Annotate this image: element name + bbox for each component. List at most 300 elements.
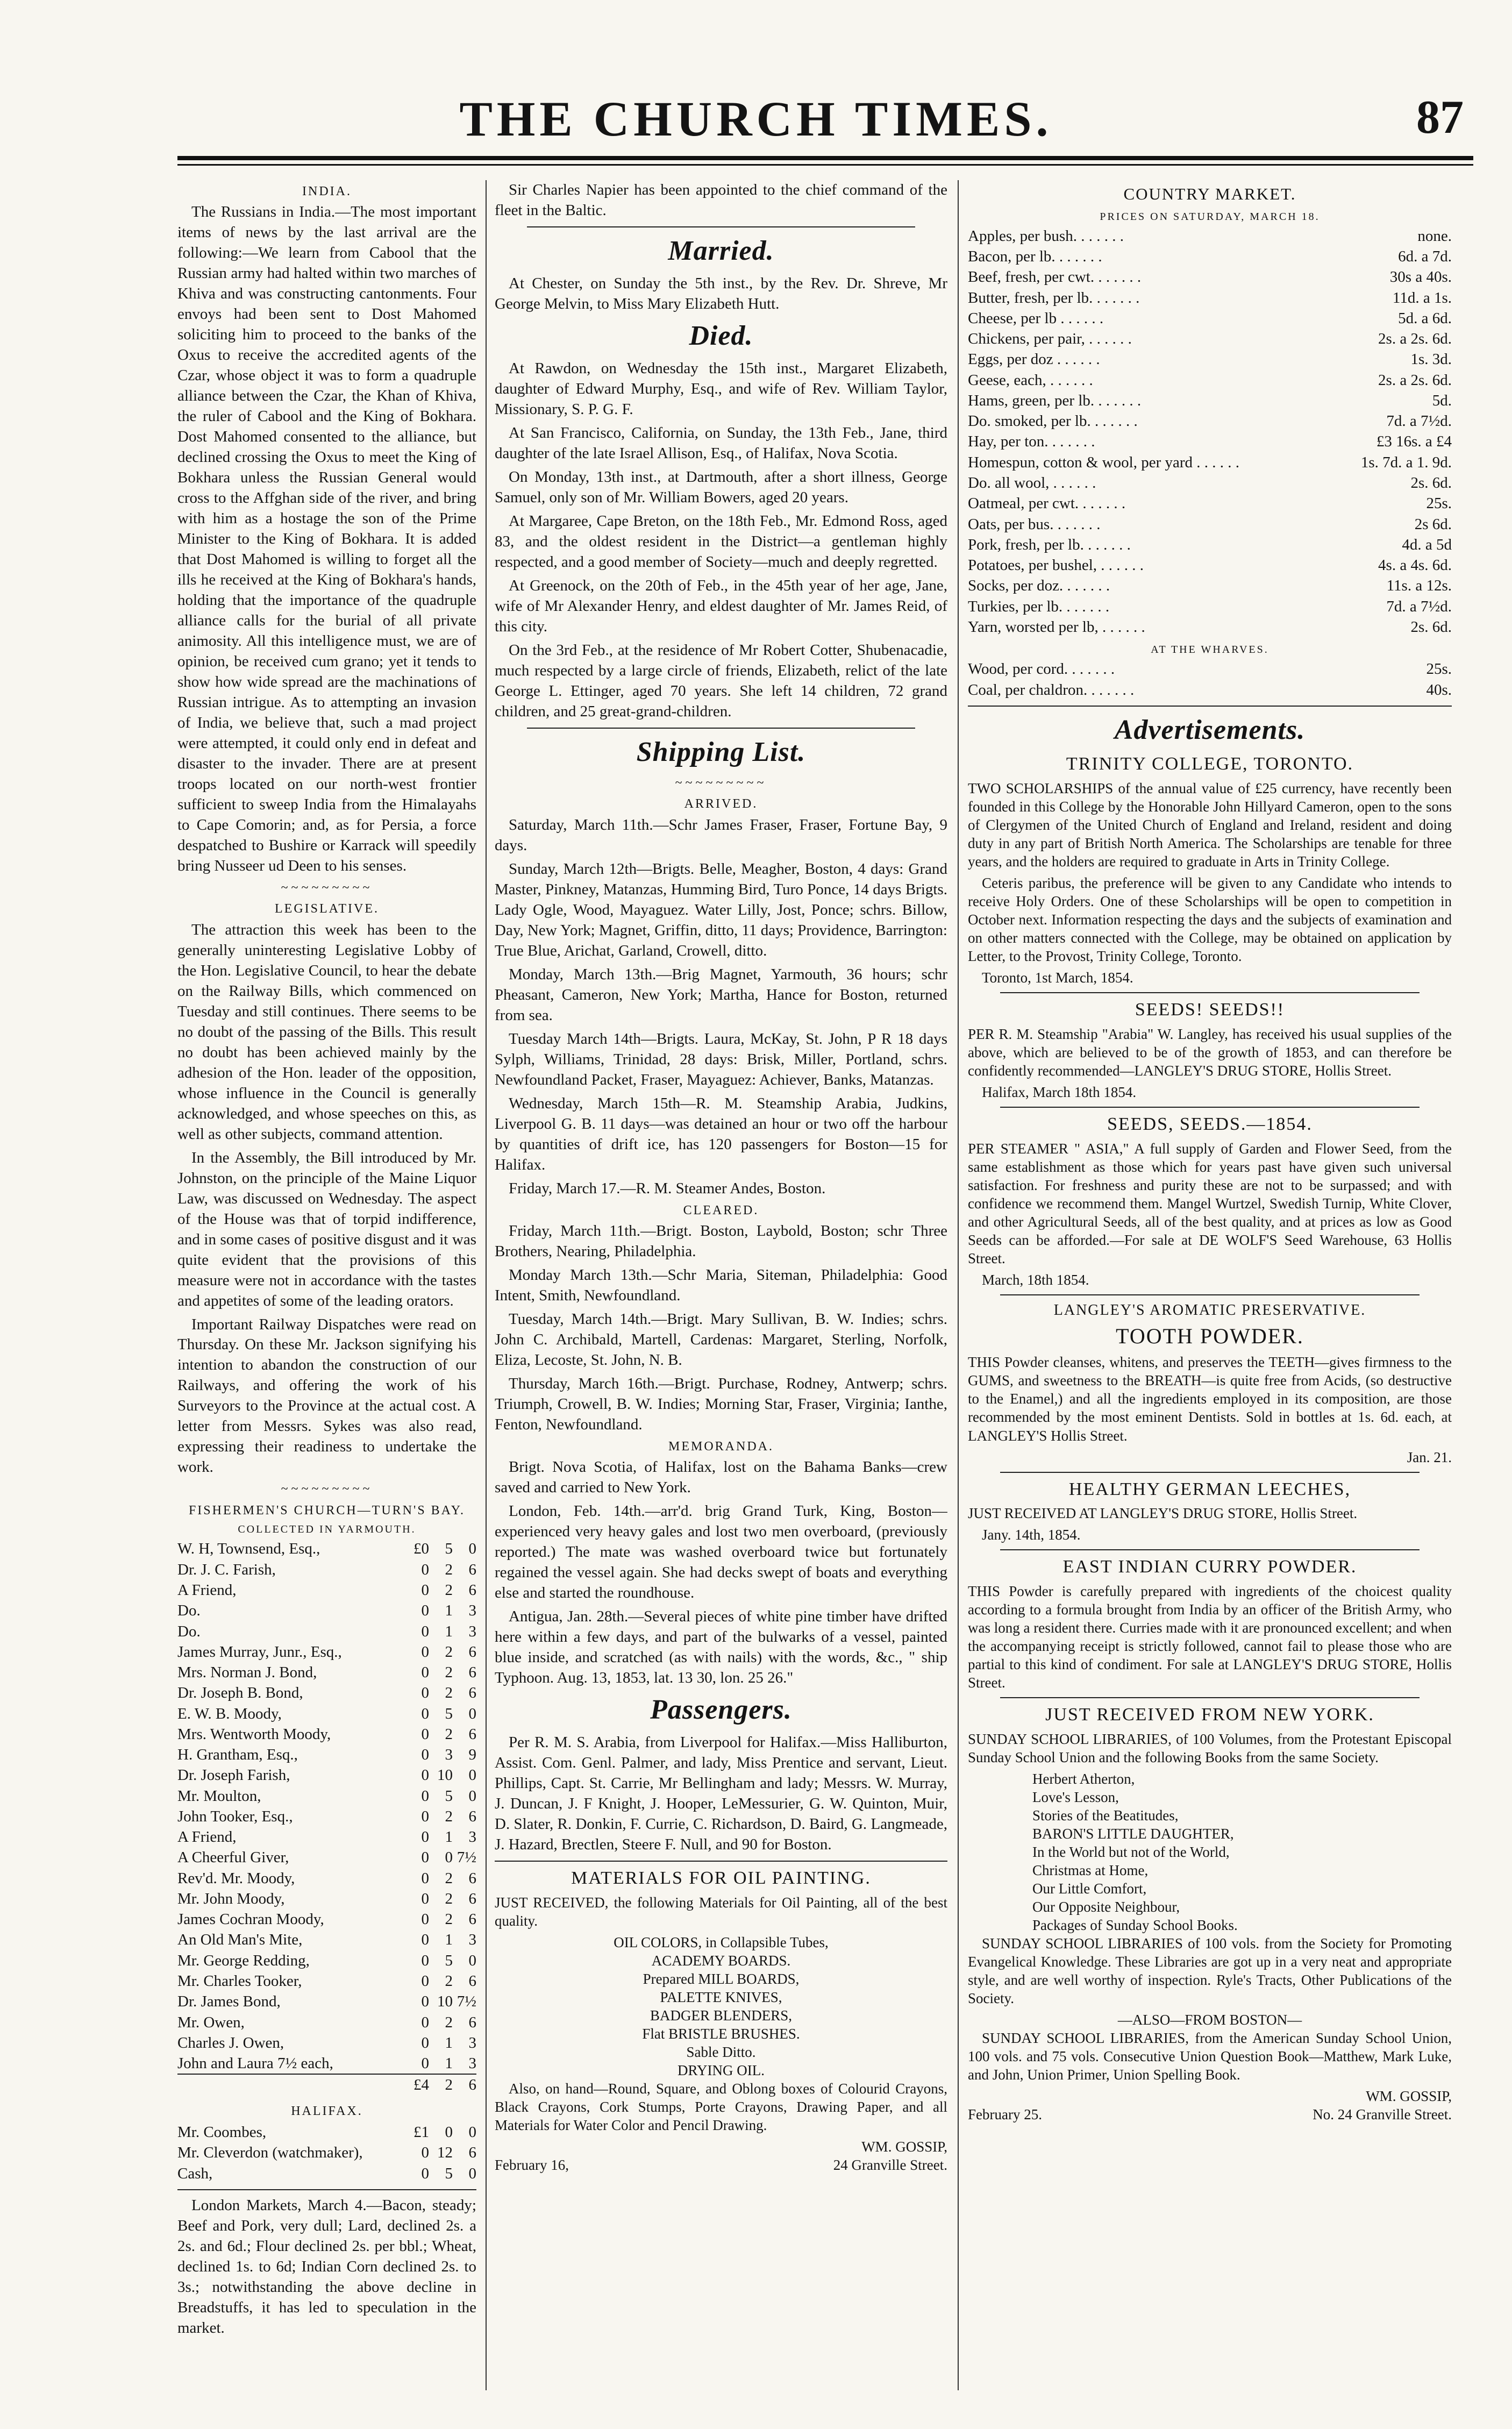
divider [968,706,1452,707]
book-title: Our Little Comfort, [1032,1880,1147,1897]
fund-table [177,1538,476,2095]
subscriber-name: Mr. Cleverdon (watchmaker), [177,2144,363,2162]
subscription-row [177,1827,476,1847]
amount-cell: 3 [468,2055,476,2072]
price-item: Hay, per ton. . . . . . . [968,433,1095,451]
cleared-heading: CLEARED. [683,1203,759,1217]
amount-cell: 0 [468,1766,476,1784]
subscription-row [177,1786,476,1806]
price-value: 7d. a 7½d. [1386,597,1452,615]
subscriber-name: Dr. J. C. Farish, [177,1561,276,1578]
price-value: none. [1417,227,1452,245]
subscriber-name: W. H, Townsend, Esq., [177,1540,320,1558]
amount-cell: 0 [421,2034,429,2052]
amount-cell: 0 [421,1849,429,1867]
price-row [968,473,1452,493]
subscription-row [177,1950,476,1971]
subscriber-name: Mr. Charles Tooker, [177,1972,302,1990]
seeds-1854-title: SEEDS, SEEDS.—1854. [1107,1114,1313,1134]
price-row [968,226,1452,246]
new-york-books-footer [968,2105,1452,2124]
married-notice: At Chester, on Sunday the 5th inst., by the Rev. Dr. Shreve, Mr George Melvin, to Miss Mary Elizabeth Hutt. [495,275,947,313]
price-value: 5d. [1432,391,1452,409]
amount-cell: 1 [445,2055,453,2072]
amount-cell: 5 [445,1951,453,1969]
amount-cell: 2 [445,1664,453,1682]
amount-cell: 12 [437,2144,453,2162]
divider [527,226,915,227]
amount-cell: 3 [445,1746,453,1764]
amount-cell: 0 [421,2055,429,2072]
divider [177,2189,476,2190]
subscriber-name: Rev'd. Mr. Moody, [177,1869,295,1887]
price-value: £3 16s. a £4 [1376,433,1452,451]
amount-cell: 5 [445,1705,453,1722]
book-title: Stories of the Beatitudes, [1032,1807,1179,1824]
amount-cell: 1 [445,1602,453,1620]
oil-painting-also: Also, on hand—Round, Square, and Oblong boxes of Colourid Crayons, Black Crayons, Cork Stumps, Porte Crayons, Drawing Paper, and all Materials for Water Color and Pencil Drawing. [495,2081,947,2134]
price-row [968,431,1452,452]
leeches-title: HEALTHY GERMAN LEECHES, [1068,1479,1351,1499]
amount-cell: 3 [468,1602,476,1620]
new-york-books-title: JUST RECEIVED FROM NEW YORK. [1045,1705,1374,1725]
price-row [968,390,1452,411]
oil-painting-footer [495,2156,947,2174]
amount-cell: 0 [421,1787,429,1805]
oil-painting-address: 24 Granville Street. [833,2157,947,2174]
amount-cell: 2 [445,1725,453,1743]
arrival-entry: Saturday, March 11th.—Schr James Fraser, Fraser, Fortune Bay, 9 days. [495,816,947,854]
london-markets-paragraph: London Markets, March 4.—Bacon, steady; Beef and Pork, very dull; Lard, declined 2s. a 2s. and 6d.; Flour declined 2s. per bbl.; Wheat, declined 1s. to 6d; Indian Corn declined 2s. to 3s.; notwithstanding the above decline in Breadstuffs, it has led to speculation in the market. [177,2196,476,2337]
seeds-advertisement [968,999,1452,1101]
subscriber-name: James Murray, Junr., Esq., [177,1643,342,1661]
amount-cell: 0 [468,1540,476,1558]
price-row [968,288,1452,308]
passengers-list: Per R. M. S. Arabia, from Liverpool for Halifax.—Miss Halliburton, Assist. Com. Genl. Palmer, and lady, Miss Prentice and servant, Lieut. Phillips, Capt. St. Carrie, Mr Bellingham and lady; Messrs. W. Murray, J. Duncan, J. F Knight, J. Hooper, LeMessurier, G. W. Quinton, Muir, D. Slater, R. Donkin, F. Currie, C. Richardson, D. Baird, G. Langmeade, J. Hazard, Brectlen, Steere F. Null, and 90 for Boston. [495,1734,947,1854]
price-row [968,575,1452,596]
column-divider-left [486,180,487,2390]
amount-cell: 6 [468,1643,476,1661]
subscription-row [177,1642,476,1662]
amount-cell: 3 [468,1931,476,1949]
price-value: 1s. 7d. a 1. 9d. [1360,453,1452,471]
trinity-college-paragraph: TWO SCHOLARSHIPS of the annual value of £25 currency, have recently been founded in this College by the Honorable John Hillyard Cameron, open to the sons of Clergymen of the United Church of England and Ireland, resident and doing duty in any part of British North America. The Scholarships are tenable for three years, and the holders are required to graduate in Arts in Trinity College. [968,780,1452,870]
new-york-books-address: No. 24 Granville Street. [1313,2106,1452,2123]
price-item: Beef, fresh, per cwt. . . . . . . [968,268,1142,286]
seeds-title: SEEDS! SEEDS!! [1135,999,1285,1020]
subscriber-name: A Friend, [177,1828,237,1846]
price-value: 1s. 3d. [1410,351,1452,368]
seeds-text: PER R. M. Steamship "Arabia" W. Langley, has received his usual supplies of the above, which are believed to be of the growth of 1853, and can therefore be confidently recommended—LANGLEY'S DRUG STORE, Hollis Street. [968,1025,1452,1079]
amount-cell: 0 [421,1746,429,1764]
price-row [968,535,1452,555]
subscriber-name: A Friend, [177,1581,237,1599]
amount-cell: 0 [421,1622,429,1640]
amount-cell: 0 [421,1807,429,1825]
price-value: 4s. a 4s. 6d. [1378,557,1452,574]
price-row [968,514,1452,535]
oil-painting-item: Flat BRISTLE BRUSHES. [642,2026,800,2042]
subscriber-name: An Old Man's Mite, [177,1931,303,1949]
trinity-college-advertisement [968,753,1452,987]
subscription-row [177,1724,476,1744]
died-notices [495,359,947,722]
amount-cell: 0 [421,1931,429,1949]
memoranda-heading: MEMORANDA. [668,1439,774,1454]
masthead-rule-bottom [177,164,1473,166]
amount-cell: 2 [445,1684,453,1702]
arrived-heading: ARRIVED. [684,797,758,811]
price-value: 7d. a 7½d. [1386,412,1452,430]
arrival-entry: Sunday, March 12th—Brigts. Belle, Meagher, Boston, 4 days: Grand Master, Pinkney, Matanzas, Humming Bird, Turo Ponce, 14 days Brigts. Lady Ogle, Wood, Mayaguez. Water Lilly, Jost, Ponce; schrs. Billow, Day, New York; Magnet, Griffin, ditto, 11 days; Providence, Barrington: True Blue, Arichat, Garland, Crowell, ditto. [495,860,947,959]
amount-cell: 6 [468,1869,476,1887]
divider [1000,1549,1420,1550]
amount-cell: 0 [421,1972,429,1990]
price-value: 5d. a 6d. [1398,309,1452,327]
clearance-entry: Monday March 13th.—Schr Maria, Siteman, Philadelphia: Good Intent, Smith, Newfoundland. [495,1266,947,1304]
price-item: Yarn, worsted per lb, . . . . . . [968,618,1145,636]
new-york-books-boston: —ALSO—FROM BOSTON— [1117,2012,1302,2028]
oil-painting-item: DRYING OIL. [677,2062,765,2079]
memorandum-entry: London, Feb. 14th.—arr'd. brig Grand Turk, King, Boston—experienced very heavy gales and lost two men overboard, (previously reported.) The mate was washed overboard twice but fortunately regained the vessel again. She had decks swept of boats and everything else and started the roundhouse. [495,1502,947,1602]
price-item: Coal, per chaldron. . . . . . . [968,681,1135,699]
subscriber-name: Dr. James Bond, [177,1993,281,2011]
price-value: 11d. a 1s. [1392,289,1452,307]
amount-cell: 6 [468,1807,476,1825]
divider [1000,992,1420,993]
amount-cell: 6 [468,1561,476,1578]
wharves-heading: AT THE WHARVES. [1151,644,1269,656]
amount-cell: 0 [421,1911,429,1928]
price-value: 2s. a 2s. 6d. [1378,371,1452,389]
amount-cell: 0 [421,1993,429,2011]
tooth-powder-heading: LANGLEY'S AROMATIC PRESERVATIVE. [1053,1301,1366,1319]
amount-cell: 7½ [457,1849,476,1867]
memoranda-entries [495,1457,947,1689]
book-title: Christmas at Home, [1032,1862,1149,1879]
price-item: Eggs, per doz . . . . . . [968,351,1100,368]
price-item: Turkies, per lb. . . . . . . [968,597,1110,615]
subscription-row [177,1909,476,1929]
arrived-entries [495,815,947,1199]
curry-powder-title: EAST INDIAN CURRY POWDER. [1062,1557,1357,1577]
curry-powder-text: THIS Powder is carefully prepared with ingredients of the choicest quality according to a formula brought from India by an officer of the British Army, who was long a resident there. Curries made with it are pronounced excellent; and when the accompanying receipt is strictly followed, cannot fail to please those who are partial to this kind of condiment. For sale at LANGLEY'S DRUG STORE, Hollis Street. [968,1583,1452,1691]
price-item: Cheese, per lb . . . . . . [968,309,1104,327]
amount-cell: 5 [445,2164,453,2182]
subscriber-name: Dr. Joseph Farish, [177,1766,290,1784]
total-cell: 2 [429,2074,453,2095]
subscriber-name: Mrs. Norman J. Bond, [177,1664,317,1682]
amount-cell: 6 [468,1684,476,1702]
halifax-table [177,2122,476,2184]
amount-cell: 5 [445,1540,453,1558]
amount-cell: 0 [421,1869,429,1887]
subscription-row [177,2142,476,2163]
oil-painting-title: MATERIALS FOR OIL PAINTING. [571,1868,871,1889]
clearance-entry: Tuesday, March 14th.—Brigt. Mary Sullivan, B. W. Indies; schrs. John C. Archibald, Martell, Cardenas: Margaret, Sterling, Norfolk, Eliza, Lecoste, St. John, N. B. [495,1310,947,1369]
amount-cell: 2 [445,1643,453,1661]
market-subheading: PRICES ON SATURDAY, MARCH 18. [1100,210,1320,223]
halifax-heading: HALIFAX. [291,2104,363,2118]
trinity-college-date: Toronto, 1st March, 1854. [982,969,1133,986]
price-row [968,308,1452,329]
subscriber-name: Mr. George Redding, [177,1951,310,1969]
amount-cell: 2 [445,1911,453,1928]
price-row [968,493,1452,514]
section-ornament: ~~~~~~~~~ [281,1482,373,1497]
divider [1000,1107,1420,1108]
price-value: 25s. [1426,660,1452,678]
tooth-powder-date: Jan. 21. [1407,1449,1452,1465]
subscription-row [177,1600,476,1621]
price-row [968,349,1452,369]
price-value: 30s a 40s. [1389,268,1452,286]
market-heading: COUNTRY MARKET. [1123,184,1296,203]
cleared-entries [495,1221,947,1435]
total-cell: 6 [453,2074,476,2095]
amount-cell: 7½ [457,1993,476,2011]
price-row [968,659,1452,679]
price-item: Chickens, per pair, . . . . . . [968,330,1132,348]
india-heading: INDIA. [302,184,352,198]
amount-cell: 10 [437,1766,453,1784]
price-row [968,555,1452,575]
price-value: 2s 6d. [1414,515,1452,533]
subscription-row [177,1991,476,2012]
death-notice: At Greenock, on the 20th of Feb., in the 45th year of her age, Jane, wife of Mr Alexander Henry, and eldest daughter of Mr. James Reid, of this city. [495,577,947,635]
oil-painting-advertisement [495,1867,947,2174]
wharves-table [968,659,1452,700]
subscription-row [177,1806,476,1827]
amount-cell: 9 [468,1746,476,1764]
price-item: Homespun, cotton & wool, per yard . . . . . . [968,453,1240,471]
amount-cell: 2 [445,1869,453,1887]
amount-cell: 6 [468,1911,476,1928]
subscription-row [177,1868,476,1889]
fund-subheading: COLLECTED IN YARMOUTH. [238,1523,416,1536]
subscription-row [177,2012,476,2033]
subscriber-name: Mr. Owen, [177,2013,245,2031]
book-title: Our Opposite Neighbour, [1032,1899,1180,1915]
memorandum-entry: Brigt. Nova Scotia, of Halifax, lost on the Bahama Banks—crew saved and carried to New York. [495,1458,947,1497]
price-row [968,370,1452,390]
page-title: THE CHURCH TIMES. [459,91,1053,146]
legislative-paragraph: Important Railway Dispatches were read on Thursday. On these Mr. Jackson signifying his intention to abandon the construction of our Railways, and offering the work of his Surveyors to the Province at the actual cost. A letter from Messrs. Sykes was also read, expressing their readiness to undertake the work. [177,1315,476,1476]
price-item: Do. smoked, per lb. . . . . . . [968,412,1138,430]
amount-cell: 6 [468,2013,476,2031]
amount-cell: 2 [445,1972,453,1990]
tooth-powder-text: THIS Powder cleanses, whitens, and preserves the TEETH—gives firmness to the GUMS, and sweetness to the BREATH—is quite free from Acids, (so destructive to the Enamel,) and all the ingredients employed in its composition, are those recommended by the most eminent Dentists. Sold in bottles at 1s. 6d. each, at LANGLEY'S Hollis Street. [968,1354,1452,1444]
amount-cell: 0 [468,2164,476,2182]
price-row [968,452,1452,473]
oil-painting-items [495,1933,947,2079]
oil-painting-intro: JUST RECEIVED, the following Materials for Oil Painting, all of the best quality. [495,1894,947,1929]
seeds-date: Halifax, March 18th 1854. [982,1084,1137,1100]
subscription-row [177,1889,476,1909]
amount-cell: 1 [445,1828,453,1846]
divider [1000,1294,1420,1295]
amount-cell: 0 [445,2124,453,2141]
arrival-entry: Monday, March 13th.—Brig Magnet, Yarmouth, 36 hours; schr Pheasant, Cameron, New York; Martha, Hance for Boston, returned from sea. [495,965,947,1024]
amount-cell: £0 [413,1540,429,1558]
price-row [968,329,1452,349]
amount-cell: 1 [445,2034,453,2052]
subscriber-name: Do. [177,1602,201,1620]
death-notice: At Rawdon, on Wednesday the 15th inst., Margaret Elizabeth, daughter of Edward Murphy, Esq., and wife of Rev. William Taylor, Missionary, S. P. G. F. [495,360,947,418]
divider [495,1861,947,1862]
amount-cell: 5 [445,1787,453,1805]
amount-cell: 0 [468,1705,476,1722]
subscriber-name: Mr. Coombes, [177,2124,267,2141]
subscription-row [177,2122,476,2142]
subscriber-name: A Cheerful Giver, [177,1849,289,1867]
new-york-books-boston-text: SUNDAY SCHOOL LIBRARIES, from the American Sunday School Union, 100 vols. and 75 vols. Consecutive Union Question Book—Matthew, Mark Luke, and John, Union Primer, Union Spelling Book. [968,2030,1452,2083]
subscriber-name: Mr. Moulton, [177,1787,261,1805]
amount-cell: 6 [468,1664,476,1682]
price-item: Oatmeal, per cwt. . . . . . . [968,495,1126,512]
fund-heading: FISHERMEN'S CHURCH—TURN'S BAY. [188,1503,466,1518]
price-value: 11s. a 12s. [1386,577,1452,595]
subscriber-name: Mrs. Wentworth Moody, [177,1725,331,1743]
arrival-entry: Wednesday, March 15th—R. M. Steamship Arabia, Judkins, Liverpool G. B. 11 days—was detained an hour or two off the harbour by quantities of drift ice, has 120 passengers for Boston—15 for Halifax. [495,1094,947,1173]
total-cell [177,2074,391,2095]
amount-cell: 0 [421,1766,429,1784]
amount-cell: 6 [468,1972,476,1990]
amount-cell: 0 [421,1684,429,1702]
divider [1000,1697,1420,1698]
book-title: Herbert Atherton, [1032,1771,1135,1787]
leeches-date: Jany. 14th, 1854. [982,1527,1081,1543]
amount-cell: 0 [421,1664,429,1682]
price-row [968,246,1452,267]
section-ornament: ~~~~~~~~~ [281,880,373,895]
price-item: Geese, each, . . . . . . [968,371,1093,389]
oil-painting-item: OIL COLORS, in Collapsible Tubes, [614,1934,829,1951]
arrival-entry: Friday, March 17.—R. M. Steamer Andes, Boston. [509,1179,826,1197]
amount-cell: 0 [421,1602,429,1620]
amount-cell: 1 [445,1622,453,1640]
subscriber-name: Do. [177,1622,201,1640]
seeds-1854-text: PER STEAMER " ASIA," A full supply of Garden and Flower Seed, from the same establishment as those which for years past have given such universal satisfaction. For freshness and purity these are not to be surpassed; and with confidence we recommend them. Mangel Wurtzel, Swedish Turnip, White Clover, and other Agricultural Seeds, all of the best quality, and at prices as low as Good Seeds can be afforded.—For sale at DE WOLF'S Seed Warehouse, 63 Hollis Street. [968,1140,1452,1266]
subscription-row [177,2053,476,2074]
legislative-paragraph: The attraction this week has been to the generally uninteresting Legislative Lobby of the Hon. Legislative Council, to hear the debate on the Railway Bills, which commenced on Tuesday and still continues. There seems to be no doubt of the passing of the Bills. This result no doubt has been achieved mainly by the adhesion of the Hon. leader of the opposition, whose influence in the Council is generally acknowledged, and whose speeches on this, as well as other subjects, command attention. [177,921,476,1143]
book-title: Love's Lesson, [1032,1789,1119,1806]
price-row [968,267,1452,287]
book-title: In the World but not of the World, [1032,1844,1230,1861]
amount-cell: 0 [421,1705,429,1722]
price-item: Do. all wool, . . . . . . [968,474,1096,492]
divider [1000,1472,1420,1473]
married-heading: Married. [668,235,774,266]
amount-cell: 0 [421,2013,429,2031]
subscription-row [177,1847,476,1868]
oil-painting-item: ACADEMY BOARDS. [651,1953,791,1969]
price-value: 40s. [1426,681,1452,699]
subscription-row [177,1929,476,1950]
amount-cell: £1 [413,2124,429,2141]
amount-cell: 2 [445,1807,453,1825]
shipping-heading: Shipping List. [636,736,806,767]
clearance-entry: Friday, March 11th.—Brigt. Boston, Laybold, Boston; schr Three Brothers, Nearing, Philadelphia. [495,1222,947,1260]
legislative-paragraph: In the Assembly, the Bill introduced by Mr. Johnston, on the principle of the Maine Liquor Law, was discussed on Wednesday. The aspect of the House was that of torpid indifference, and in some cases of positive disgust and it was quite evident that the provisions of this measure were not in accordance with the tastes and appetites of some of the leading orators. [177,1149,476,1309]
tooth-powder-title: TOOTH POWDER. [1116,1324,1304,1349]
amount-cell: 2 [445,1561,453,1578]
new-york-books-signature: WM. GOSSIP, [1366,2088,1452,2105]
column-three [968,180,1452,2390]
amount-cell: 0 [421,1890,429,1907]
subscriber-name: Mr. John Moody, [177,1890,285,1907]
subscription-row [177,2163,476,2184]
subscription-row [177,1765,476,1785]
amount-cell: 0 [421,1725,429,1743]
amount-cell: 6 [468,1890,476,1907]
amount-cell: 10 [437,1993,453,2011]
amount-cell: 3 [468,1622,476,1640]
subscription-row [177,1744,476,1765]
amount-cell: 0 [468,2124,476,2141]
price-value: 2s. 6d. [1410,618,1452,636]
price-item: Butter, fresh, per lb. . . . . . . [968,289,1140,307]
page-number: 87 [1416,91,1464,144]
legislative-heading: LEGISLATIVE. [275,902,379,916]
total-cell: £4 [391,2074,429,2095]
subscription-row [177,1538,476,1559]
price-item: Pork, fresh, per lb. . . . . . . [968,536,1131,553]
amount-cell: 2 [445,2013,453,2031]
oil-painting-item: Prepared MILL BOARDS, [643,1971,800,1988]
subscriber-name: Cash, [177,2164,213,2182]
amount-cell: 0 [421,1828,429,1846]
price-row [968,617,1452,637]
oil-painting-signature: WM. GOSSIP, [861,2139,947,2155]
subscriber-name: H. Grantham, Esq., [177,1746,298,1764]
leeches-advertisement [968,1478,1452,1544]
amount-cell: 0 [421,1643,429,1661]
column-two [495,180,947,2390]
amount-cell: 0 [421,1951,429,1969]
subscription-row [177,1683,476,1703]
leeches-text: JUST RECEIVED AT LANGLEY'S DRUG STORE, Hollis Street. [968,1505,1358,1522]
death-notice: On Monday, 13th inst., at Dartmouth, after a short illness, George Samuel, only son of Mr. William Bowers, aged 20 years. [495,468,947,507]
price-item: Wood, per cord. . . . . . . [968,660,1115,678]
died-heading: Died. [689,320,753,352]
price-value: 2s. a 2s. 6d. [1378,330,1452,348]
clearance-entry: Thursday, March 16th.—Brigt. Purchase, Rodney, Antwerp; schrs. Triumph, Crowell, B. W. Indies; Morning Star, Fraser, Virginia; Ianthe, Fenton, Newfoundland. [495,1374,947,1433]
india-article: The Russians in India.—The most important items of news by the last arrival are the following:—We learn from Cabool that the Russian army had halted within two marches of Khiva and was constructing cantonments. Four envoys had been sent to Dost Mahomed soliciting him to proceed to the banks of the Oxus to receive the accredited agents of the Czar, whose object it was to form a quadruple alliance between the Czar, the Khan of Khiva, the ruler of Cabool and the King of Bokhara. Dost Mahomed consented to the alliance, but declined crossing the Oxus to meet the King of Bokhara unless the Russian General would cross to the Affghan side of the river, and bring with him as a hostage the son of the Prime Minister to the King of Bokhara. It is added that Dost Mahomed is willing to forget all the ills he received at the King of Bokhara's hands, holding that the importance of the quadruple alliance calls for the burial of all private animosity. All this intelligence must, we are of opinion, be received cum grano; yet it tends to show how wide spread are the machinations of Russian intrigue. As to attempting an invasion of India, we believe that, such a mad project were attempted, it could only end in defeat and disaster to the invader. There are at present troops located on our north-west frontier sufficient to sweep India from the Himalayahs to Cape Comorin; and, as for Persia, a force despatched to Bushire or Karrack will speedily bring Nusseer ud Deen to his senses. [177,203,476,874]
price-value: 4d. a 5d [1402,536,1452,553]
oil-painting-date: February 16, [495,2157,569,2174]
amount-cell: 0 [468,1951,476,1969]
oil-painting-item: Sable Ditto. [686,2044,756,2061]
market-table [968,226,1452,637]
amount-cell: 0 [421,1581,429,1599]
arrival-entry: Tuesday March 14th—Brigts. Laura, McKay, St. John, P R 18 days Sylph, Williams, Trinidad, 28 days: Brisk, Miller, Portland, schrs. Newfoundland Packet, Fraser, Mayaguez: Achiever, Banks, Matanzas. [495,1030,947,1088]
seeds-1854-date: March, 18th 1854. [982,1271,1089,1288]
amount-cell: 6 [468,1725,476,1743]
price-item: Socks, per doz. . . . . . . [968,577,1110,595]
amount-cell: 1 [445,1931,453,1949]
subscriber-name: Dr. Joseph B. Bond, [177,1684,303,1702]
seeds-1854-advertisement [968,1113,1452,1289]
death-notice: At Margaree, Cape Breton, on the 18th Feb., Mr. Edmond Ross, aged 83, and the oldest resident in the District—a gentleman highly respected, and a good member of Society—much and deeply regretted. [495,512,947,571]
tooth-powder-advertisement [968,1301,1452,1466]
amount-cell: 0 [421,2144,429,2162]
death-notice: On the 3rd Feb., at the residence of Mr Robert Cotter, Shubenacadie, much respected by a large circle of friends, Elizabeth, relict of the late George L. Ettinger, aged 70 years. She left 14 children, 72 grand children, and 25 great-grand-children. [495,641,947,720]
subscription-row [177,1704,476,1724]
price-row [968,680,1452,700]
new-york-books-more: SUNDAY SCHOOL LIBRARIES of 100 vols. from the Society for Promoting Evangelical Knowledge. These Libraries are got up in a very neat and appropriate style, and are well worthy of inspection. Ryle's Tracts, Other Publications of the Society. [968,1935,1452,2007]
price-value: 25s. [1426,495,1452,512]
